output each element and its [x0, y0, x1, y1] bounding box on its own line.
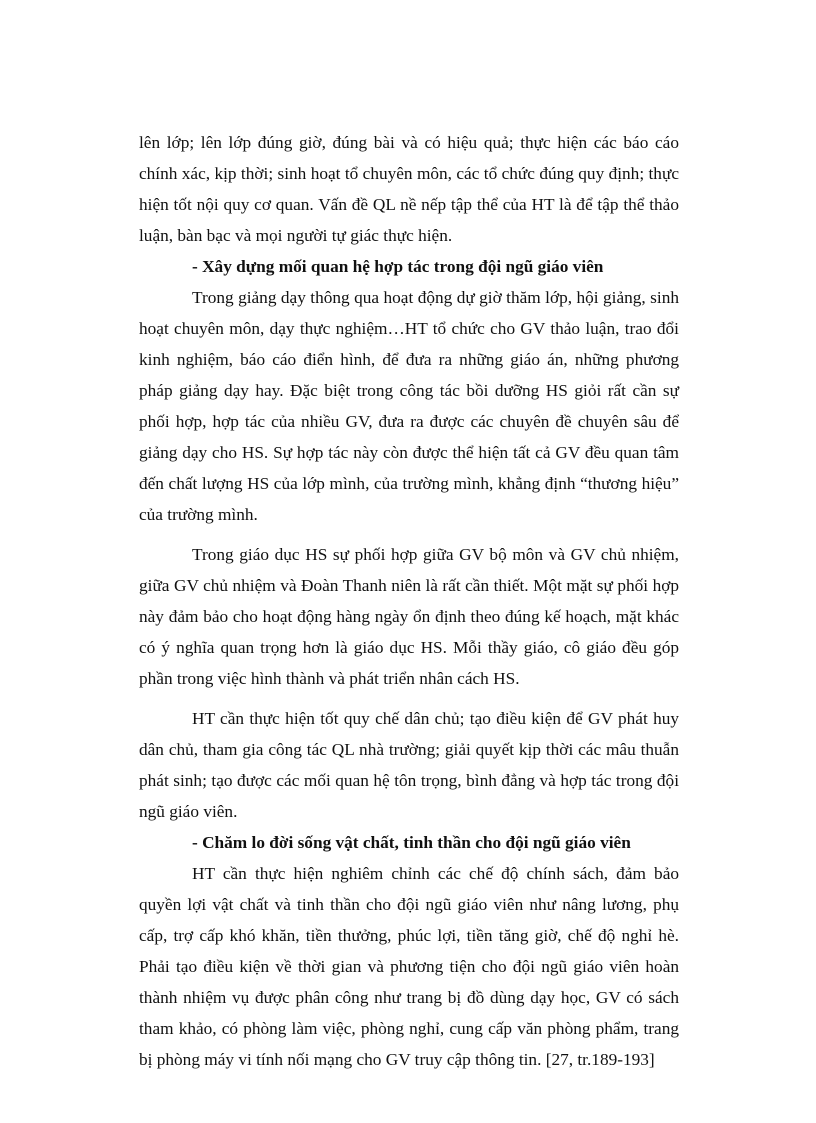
paragraph-teaching-cooperation: Trong giảng dạy thông qua hoạt động dự giờ thăm lớp, hội giảng, sinh hoạt chuyên môn, dạy thực nghiệm…HT tổ chức cho GV thảo luận, trao đổi kinh nghiệm, báo cáo điển hình, để đưa ra những giáo án, những phương pháp giảng dạy hay. Đặc biệt trong công tác bồi dưỡng HS giỏi rất cần sự phối hợp, hợp tác của nhiều GV, đưa ra được các chuyên đề chuyên sâu để giảng dạy cho HS. Sự hợp tác này còn được thể hiện tất cả GV đều quan tâm đến chất lượng HS của lớp mình, của trường mình, khẳng định “thương hiệu” của trường mình.	[139, 288, 679, 524]
paragraph-welfare: HT cần thực hiện nghiêm chỉnh các chế độ chính sách, đảm bảo quyền lợi vật chất và tinh thần cho đội ngũ giáo viên như nâng lương, phụ cấp, trợ cấp khó khăn, tiền thưởng, phúc lợi, tiền tăng giờ, chế độ nghỉ hè. Phải tạo điều kiện về thời gian và phương tiện cho đội ngũ giáo viên hoàn thành nhiệm vụ được phân công như trang bị đồ dùng dạy học, GV có sách tham khảo, có phòng làm việc, phòng nghỉ, cung cấp văn phòng phẩm, trang bị phòng máy vi tính nối mạng cho GV truy cập thông tin. [27, tr.189-193]	[139, 864, 679, 1069]
paragraph-continuation: lên lớp; lên lớp đúng giờ, đúng bài và có hiệu quả; thực hiện các báo cáo chính xác, kịp thời; sinh hoạt tổ chuyên môn, các tổ chức đúng quy định; thực hiện tốt nội quy cơ quan. Vấn đề QL nề nếp tập thể của HT là để tập thể thảo luận, bàn bạc và mọi người tự giác thực hiện.	[139, 133, 679, 245]
paragraph-education-coordination: Trong giáo dục HS sự phối hợp giữa GV bộ môn và GV chủ nhiệm, giữa GV chủ nhiệm và Đoàn Thanh niên là rất cần thiết. Một mặt sự phối hợp này đảm bảo cho hoạt động hàng ngày ổn định theo đúng kế hoạch, mặt khác có ý nghĩa quan trọng hơn là giáo dục HS. Mỗi thầy giáo, cô giáo đều góp phần trong việc hình thành và phát triển nhân cách HS.	[139, 545, 679, 688]
section-heading-cooperation: - Xây dựng mối quan hệ hợp tác trong đội ngũ giáo viên	[192, 257, 604, 276]
section-heading-welfare: - Chăm lo đời sống vật chất, tinh thần cho đội ngũ giáo viên	[192, 833, 631, 852]
page-body	[139, 127, 679, 1075]
paragraph-democracy: HT cần thực hiện tốt quy chế dân chủ; tạo điều kiện để GV phát huy dân chủ, tham gia công tác QL nhà trường; giải quyết kịp thời các mâu thuẫn phát sinh; tạo được các mối quan hệ tôn trọng, bình đẳng và hợp tác trong đội ngũ giáo viên.	[139, 709, 679, 821]
